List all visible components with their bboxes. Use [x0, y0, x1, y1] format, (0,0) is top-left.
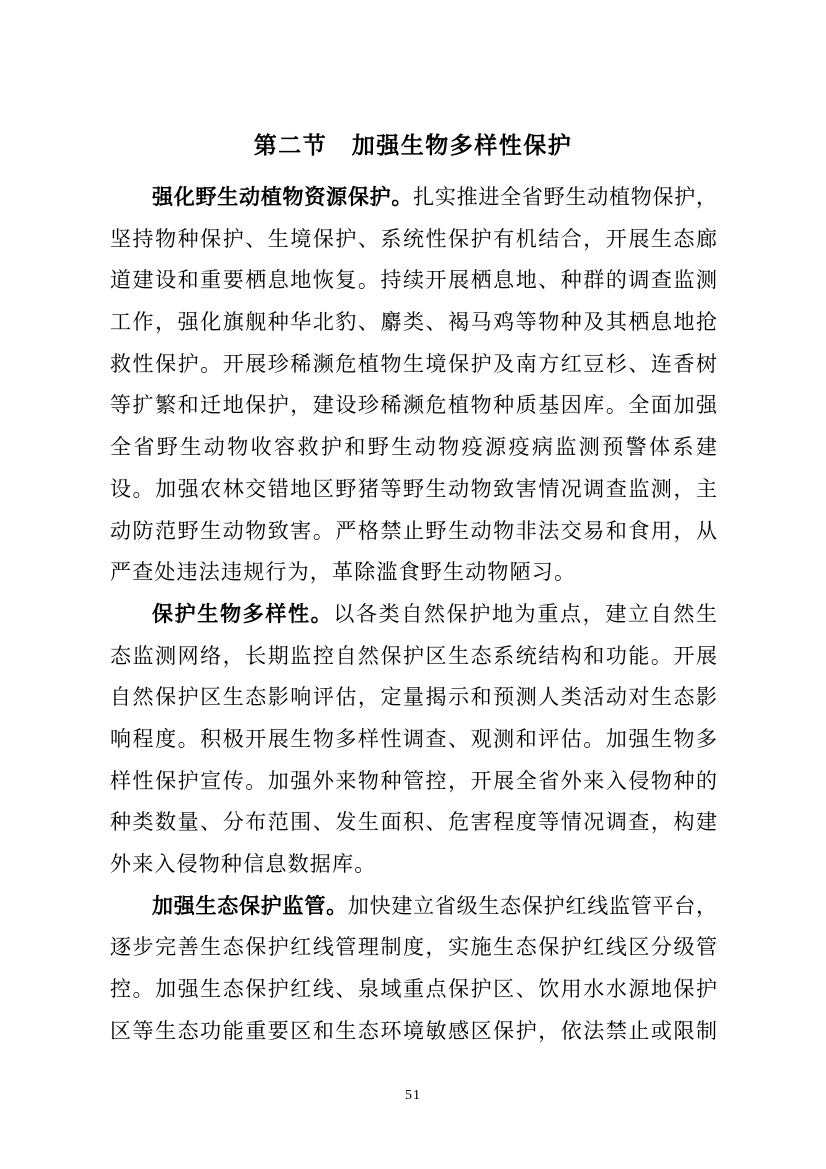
text-line: 设。加强农林交错地区野猪等野生动物致害情况调查监测，主: [110, 476, 717, 501]
text-line: 保护生物多样性。以各类自然保护地为重点，建立自然生: [152, 601, 717, 626]
text-line: 坚持物种保护、生境保护、系统性保护有机结合，开展生态廊: [110, 226, 717, 251]
text-line: 工作，强化旗舰种华北豹、麝类、褐马鸡等物种及其栖息地抢: [110, 310, 717, 335]
text-line: 动防范野生动物致害。严格禁止野生动物非法交易和食用，从: [110, 518, 717, 543]
text-line: 样性保护宣传。加强外来物种管控，开展全省外来入侵物种的: [110, 768, 717, 793]
text-line: 自然保护区生态影响评估，定量揭示和预测人类活动对生态影: [110, 685, 717, 710]
text-line: 逐步完善生态保护红线管理制度，实施生态保护红线区分级管: [110, 935, 717, 960]
text-line: 外来入侵物种信息数据库。: [110, 852, 377, 876]
text-line: 区等生态功能重要区和生态环境敏感区保护，依法禁止或限制: [110, 1018, 717, 1043]
paragraph-lead-bold: 加强生态保护监管。: [152, 893, 348, 918]
text-line: 严查处违法违规行为，革除滥食野生动物陋习。: [110, 560, 577, 585]
paragraph-lead-bold: 保护生物多样性。: [152, 601, 334, 626]
text-line: 控。加强生态保护红线、泉域重点保护区、饮用水水源地保护: [110, 977, 717, 1002]
text-line: 等扩繁和迁地保护，建设珍稀濒危植物种质基因库。全面加强: [110, 393, 717, 418]
text-line: 态监测网络，长期监控自然保护区生态系统结构和功能。开展: [110, 643, 717, 668]
page-number: 51: [405, 1088, 421, 1103]
text-line: 全省野生动物收容救护和野生动物疫源疫病监测预警体系建: [110, 435, 717, 460]
text-line: 种类数量、分布范围、发生面积、危害程度等情况调查，构建: [110, 810, 717, 835]
text-line: 道建设和重要栖息地恢复。持续开展栖息地、种群的调查监测: [110, 268, 717, 293]
text-line: 强化野生动植物资源保护。扎实推进全省野生动植物保护，: [152, 185, 717, 209]
text-line: 救性保护。开展珍稀濒危植物生境保护及南方红豆杉、连香树: [110, 351, 717, 376]
section-title: 第二节 加强生物多样性保护: [253, 133, 573, 158]
document-content: [110, 177, 717, 1052]
text-line: 加强生态保护监管。加快建立省级生态保护红线监管平台，: [152, 893, 717, 918]
text-line: 响程度。积极开展生物多样性调查、观测和评估。加强生物多: [110, 726, 717, 751]
paragraph-lead-bold: 强化野生动植物资源保护。: [152, 185, 414, 209]
